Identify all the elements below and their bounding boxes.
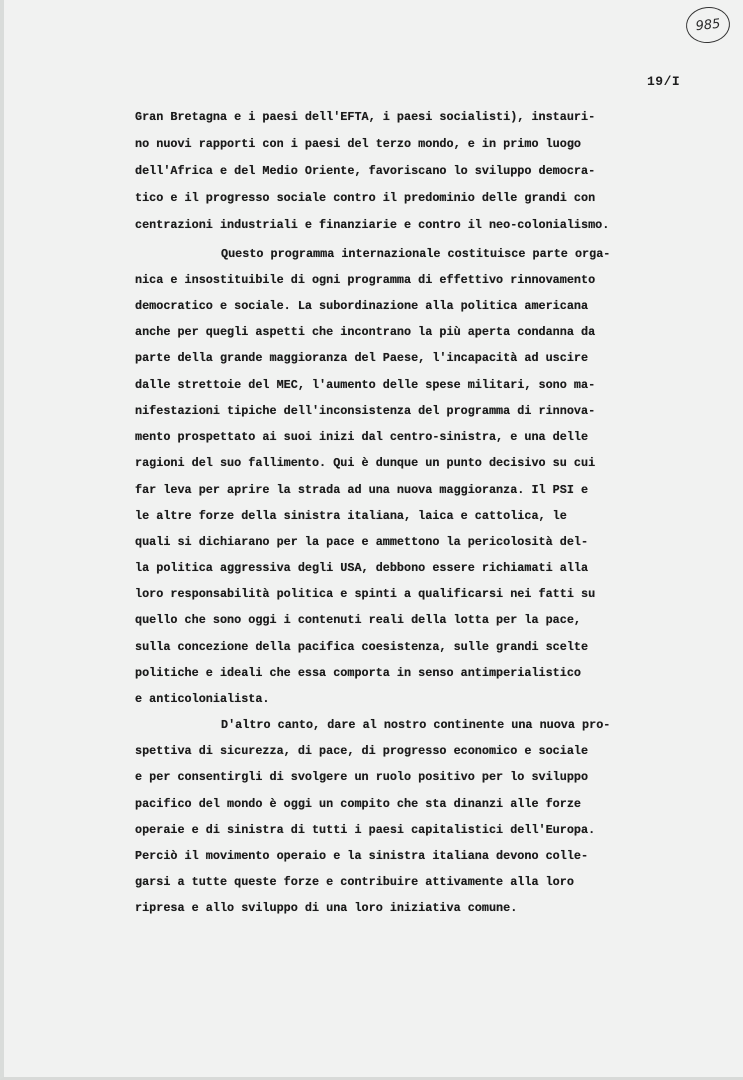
text-line: sulla concezione della pacifica coesistenza, sulle grandi scelte (135, 640, 589, 654)
text-line: tico e il progresso sociale contro il predominio delle grandi con (135, 191, 596, 205)
text-line: politiche e ideali che essa comporta in senso antimperialistico (135, 666, 581, 680)
text-line: quali si dichiarano per la pace e ammettono la pericolosità del- (135, 535, 589, 549)
text-line: ragioni del suo fallimento. Qui è dunque un punto decisivo su cui (135, 456, 596, 470)
text-line: pacifico del mondo è oggi un compito che sta dinanzi alle forze (135, 797, 581, 811)
text-line: nifestazioni tipiche dell'inconsistenza del programma di rinnova- (135, 404, 596, 418)
text-line: Gran Bretagna e i paesi dell'EFTA, i paesi socialisti), instauri- (135, 110, 596, 124)
text-line: mento prospettato ai suoi inizi dal centro-sinistra, e una delle (135, 430, 589, 444)
text-line: quello che sono oggi i contenuti reali della lotta per la pace, (135, 613, 581, 627)
text-line: centrazioni industriali e finanziarie e contro il neo-colonialismo. (135, 218, 610, 232)
text-line: e anticolonialista. (135, 692, 270, 706)
paragraph-start-line: Questo programma internazionale costituisce parte orga- (221, 247, 611, 261)
text-line: anche per quegli aspetti che incontrano la più aperta condanna da (135, 325, 596, 339)
text-line: loro responsabilità politica e spinti a qualificarsi nei fatti su (135, 587, 596, 601)
text-line: ripresa e allo sviluppo di una loro iniziativa comune. (135, 901, 518, 915)
archive-stamp (684, 5, 732, 45)
text-line: democratico e sociale. La subordinazione alla politica americana (135, 299, 589, 313)
page-number: 19/I (647, 74, 681, 89)
text-line: spettiva di sicurezza, di pace, di progresso economico e sociale (135, 744, 589, 758)
stamp-number: 985 (694, 16, 722, 34)
paragraph-start-line: D'altro canto, dare al nostro continente una nuova pro- (221, 718, 611, 732)
text-line: dalle strettoie del MEC, l'aumento delle spese militari, sono ma- (135, 378, 596, 392)
text-line: le altre forze della sinistra italiana, laica e cattolica, le (135, 509, 567, 523)
text-line: Perciò il movimento operaio e la sinistra italiana devono colle- (135, 849, 589, 863)
text-line: e per consentirgli di svolgere un ruolo positivo per lo sviluppo (135, 770, 589, 784)
text-line: dell'Africa e del Medio Oriente, favoriscano lo sviluppo democra- (135, 164, 596, 178)
text-line: nica e insostituibile di ogni programma di effettivo rinnovamento (135, 273, 596, 287)
text-line: no nuovi rapporti con i paesi del terzo mondo, e in primo luogo (135, 137, 581, 151)
text-line: parte della grande maggioranza del Paese, l'incapacità ad uscire (135, 351, 589, 365)
text-line: operaie e di sinistra di tutti i paesi capitalistici dell'Europa. (135, 823, 596, 837)
text-line: garsi a tutte queste forze e contribuire attivamente alla loro (135, 875, 574, 889)
text-line: la politica aggressiva degli USA, debbono essere richiamati alla (135, 561, 589, 575)
text-line: far leva per aprire la strada ad una nuova maggioranza. Il PSI e (135, 483, 589, 497)
